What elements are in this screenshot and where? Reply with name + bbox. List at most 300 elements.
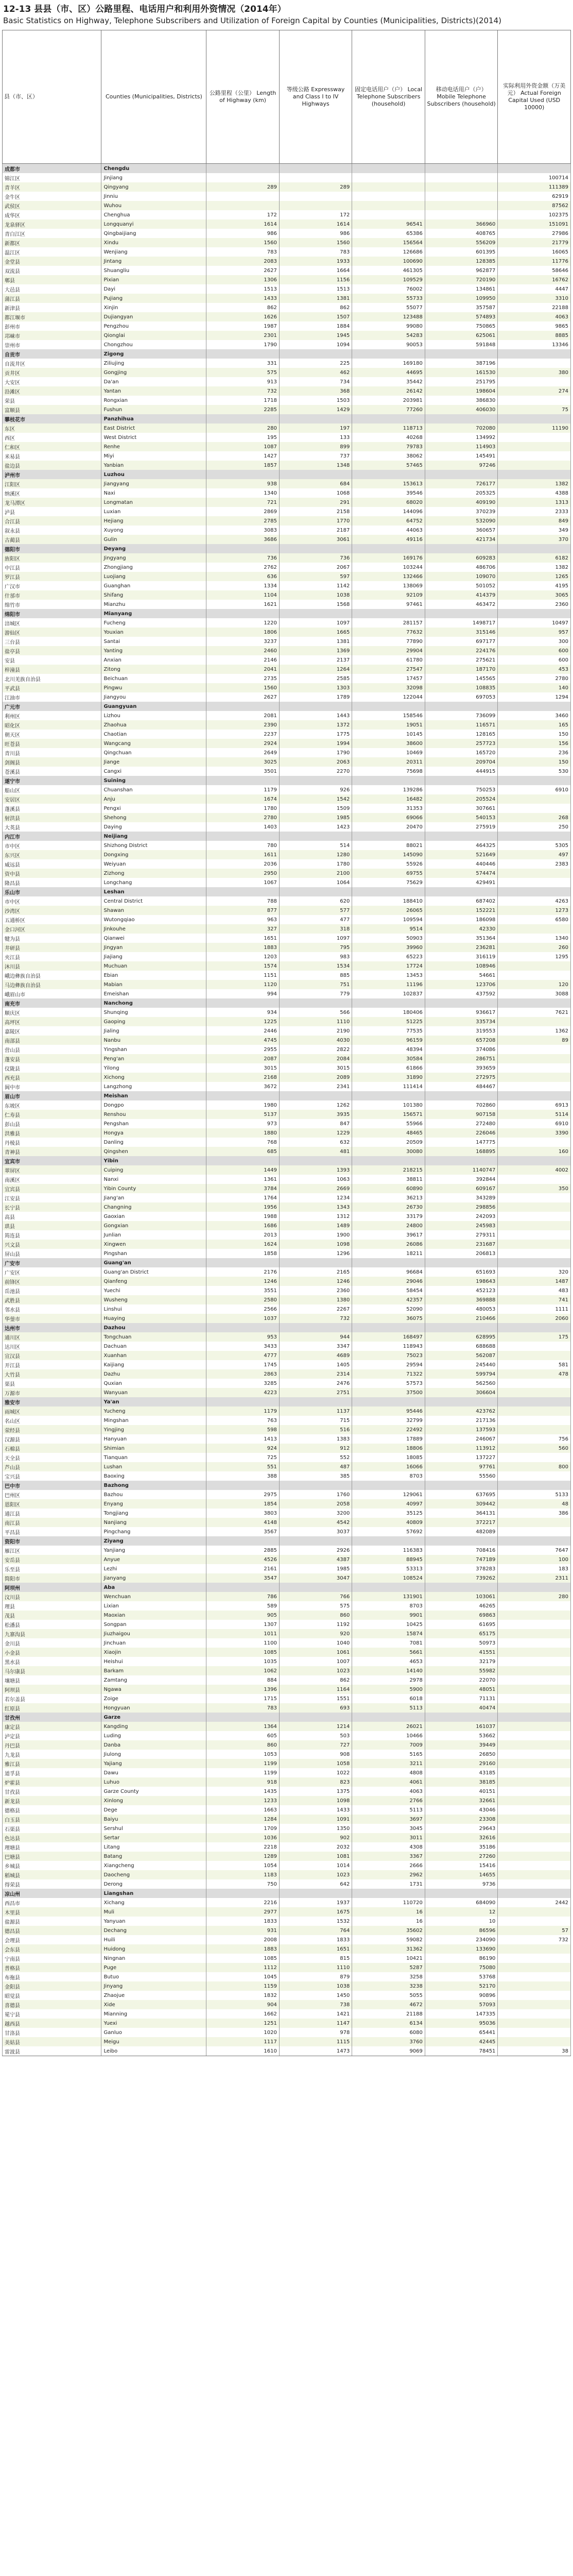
cell-highway-length (206, 1889, 280, 1898)
cell-foreign-capital: 140 (498, 683, 571, 692)
cell-graded-highway: 1164 (279, 1685, 352, 1694)
cell-foreign-capital (498, 1054, 571, 1063)
cell-county-cn: 射洪县 (3, 813, 101, 822)
cell-foreign-capital (498, 1620, 571, 1629)
cell-fixed-telephone: 59082 (352, 1935, 425, 1944)
table-row (3, 1388, 571, 1397)
cell-county-en: Baoxing (101, 1471, 206, 1481)
statistics-table (2, 30, 571, 2056)
cell-highway-length: 953 (206, 1332, 280, 1342)
cell-county-en: Youxian (101, 628, 206, 637)
cell-highway-length: 918 (206, 1777, 280, 1787)
cell-mobile-telephone: 369888 (425, 1295, 498, 1304)
cell-fixed-telephone: 10421 (352, 1954, 425, 1963)
cell-mobile-telephone: 464325 (425, 841, 498, 850)
cell-county-en: Zhaohua (101, 720, 206, 730)
cell-highway-length: 3015 (206, 1063, 280, 1073)
cell-county-en: Rongxian (101, 396, 206, 405)
cell-mobile-telephone: 134861 (425, 284, 498, 294)
table-row (3, 1787, 571, 1796)
cell-highway-length: 1832 (206, 1991, 280, 2000)
cell-highway-length: 1790 (206, 340, 280, 349)
cell-graded-highway: 1542 (279, 794, 352, 804)
cell-mobile-telephone: 482089 (425, 1527, 498, 1536)
cell-county-en: Ningnan (101, 1954, 206, 1963)
cell-highway-length (206, 201, 280, 210)
cell-foreign-capital: 150 (498, 730, 571, 739)
cell-foreign-capital (498, 1481, 571, 1490)
cell-graded-highway: 1348 (279, 461, 352, 470)
cell-foreign-capital (498, 1768, 571, 1777)
cell-highway-length: 2460 (206, 646, 280, 655)
table-row (3, 1304, 571, 1314)
cell-foreign-capital: 600 (498, 646, 571, 655)
cell-county-en: Jinniu (101, 192, 206, 201)
cell-foreign-capital (498, 1685, 571, 1694)
cell-highway-length: 994 (206, 989, 280, 998)
table-row (3, 1165, 571, 1175)
cell-county-en: Dongpo (101, 1100, 206, 1110)
cell-county-cn: 盐源县 (3, 1917, 101, 1926)
cell-highway-length: 1199 (206, 1759, 280, 1768)
cell-foreign-capital (498, 1388, 571, 1397)
cell-highway-length: 2735 (206, 674, 280, 683)
cell-county-cn: 马边彝族自治县 (3, 980, 101, 989)
cell-county-en: Leibo (101, 2046, 206, 2056)
cell-highway-length: 3551 (206, 1286, 280, 1295)
cell-county-en: Cuiping (101, 1165, 206, 1175)
cell-graded-highway: 1369 (279, 646, 352, 655)
cell-county-cn: 金口河区 (3, 924, 101, 934)
cell-fixed-telephone: 281157 (352, 618, 425, 628)
cell-highway-length (206, 1397, 280, 1406)
cell-county-cn: 雁江区 (3, 1546, 101, 1555)
cell-fixed-telephone (352, 776, 425, 785)
cell-highway-length: 721 (206, 498, 280, 507)
table-body (3, 164, 571, 2056)
cell-foreign-capital: 4263 (498, 896, 571, 906)
cell-fixed-telephone (352, 1156, 425, 1165)
cell-fixed-telephone: 109594 (352, 915, 425, 924)
cell-graded-highway: 1343 (279, 1202, 352, 1212)
cell-fixed-telephone: 4308 (352, 1842, 425, 1852)
cell-fixed-telephone: 4063 (352, 1787, 425, 1796)
cell-county-cn: 巴塘县 (3, 1852, 101, 1861)
table-row (3, 192, 571, 201)
cell-graded-highway: 823 (279, 1777, 352, 1787)
cell-mobile-telephone: 360657 (425, 526, 498, 535)
cell-fixed-telephone: 90053 (352, 340, 425, 349)
cell-mobile-telephone: 687402 (425, 896, 498, 906)
table-row (3, 386, 571, 396)
cell-mobile-telephone: 628995 (425, 1332, 498, 1342)
cell-county-cn: 自流井区 (3, 359, 101, 368)
cell-county-en: Luding (101, 1731, 206, 1740)
cell-mobile-telephone: 440446 (425, 859, 498, 869)
cell-county-en: Muli (101, 1907, 206, 1917)
cell-fixed-telephone: 55077 (352, 303, 425, 312)
cell-county-cn: 崇州市 (3, 340, 101, 349)
cell-fixed-telephone: 14140 (352, 1666, 425, 1675)
cell-fixed-telephone: 102837 (352, 989, 425, 998)
cell-mobile-telephone: 245983 (425, 1221, 498, 1230)
cell-mobile-telephone: 231687 (425, 1240, 498, 1249)
cell-mobile-telephone: 168895 (425, 1147, 498, 1156)
cell-foreign-capital: 2780 (498, 674, 571, 683)
cell-county-en: Danling (101, 1138, 206, 1147)
table-row (3, 646, 571, 655)
cell-mobile-telephone (425, 887, 498, 896)
table-row (3, 2046, 571, 2056)
cell-graded-highway (279, 832, 352, 841)
cell-highway-length: 636 (206, 572, 280, 581)
table-row-city (3, 1481, 571, 1490)
cell-graded-highway (279, 1091, 352, 1100)
cell-mobile-telephone: 32179 (425, 1657, 498, 1666)
table-row (3, 1499, 571, 1509)
table-row (3, 572, 571, 581)
cell-county-en: West District (101, 433, 206, 442)
cell-mobile-telephone: 421734 (425, 535, 498, 544)
cell-fixed-telephone: 48465 (352, 1128, 425, 1138)
cell-highway-length: 289 (206, 182, 280, 192)
cell-county-cn: 冕宁县 (3, 2009, 101, 2019)
table-row (3, 368, 571, 377)
cell-graded-highway: 2063 (279, 757, 352, 767)
cell-fixed-telephone (352, 887, 425, 896)
cell-graded-highway: 620 (279, 896, 352, 906)
cell-highway-length: 1980 (206, 1100, 280, 1110)
cell-highway-length (206, 776, 280, 785)
table-row-city (3, 1156, 571, 1165)
cell-fixed-telephone: 20509 (352, 1138, 425, 1147)
cell-mobile-telephone: 23308 (425, 1815, 498, 1824)
table-row (3, 257, 571, 266)
cell-foreign-capital (498, 1017, 571, 1026)
cell-highway-length: 1020 (206, 2028, 280, 2037)
cell-county-en: Shuangliu (101, 266, 206, 275)
cell-mobile-telephone: 480053 (425, 1304, 498, 1314)
cell-mobile-telephone: 65441 (425, 2028, 498, 2037)
cell-county-cn: 威远县 (3, 859, 101, 869)
cell-county-cn: 昭化区 (3, 720, 101, 730)
cell-county-cn: 广汉市 (3, 581, 101, 590)
cell-foreign-capital (498, 1629, 571, 1638)
table-row (3, 934, 571, 943)
cell-graded-highway: 862 (279, 303, 352, 312)
cell-fixed-telephone: 1731 (352, 1879, 425, 1889)
cell-fixed-telephone: 16 (352, 1907, 425, 1917)
cell-fixed-telephone: 2962 (352, 1870, 425, 1879)
cell-foreign-capital: 1382 (498, 479, 571, 488)
cell-graded-highway: 577 (279, 906, 352, 915)
cell-county-cn: 雨城区 (3, 1406, 101, 1416)
cell-mobile-telephone (425, 210, 498, 219)
cell-highway-length: 1780 (206, 804, 280, 813)
cell-county-cn: 平武县 (3, 683, 101, 692)
cell-county-en: Gaoxian (101, 1212, 206, 1221)
table-row (3, 1907, 571, 1917)
cell-highway-length: 1883 (206, 943, 280, 952)
cell-mobile-telephone: 128165 (425, 730, 498, 739)
cell-county-cn: 黑水县 (3, 1657, 101, 1666)
cell-county-en: Jiuzhaigou (101, 1629, 206, 1638)
cell-county-cn: 通江县 (3, 1509, 101, 1518)
cell-foreign-capital: 957 (498, 628, 571, 637)
cell-foreign-capital (498, 1175, 571, 1184)
cell-highway-length: 1614 (206, 219, 280, 229)
cell-county-cn: 峨眉山市 (3, 989, 101, 998)
cell-mobile-telephone (425, 1156, 498, 1165)
cell-graded-highway: 1507 (279, 312, 352, 321)
cell-graded-highway: 1780 (279, 859, 352, 869)
cell-fixed-telephone: 17724 (352, 961, 425, 971)
cell-foreign-capital (498, 1240, 571, 1249)
cell-highway-length: 2218 (206, 1842, 280, 1852)
cell-county-en: Beichuan (101, 674, 206, 683)
cell-highway-length: 2446 (206, 1026, 280, 1036)
cell-county-cn: 乐至县 (3, 1564, 101, 1573)
table-row (3, 1657, 571, 1666)
cell-graded-highway: 4030 (279, 1036, 352, 1045)
cell-county-en: Ganluo (101, 2028, 206, 2037)
cell-highway-length: 195 (206, 433, 280, 442)
cell-mobile-telephone: 133690 (425, 1944, 498, 1954)
table-row (3, 1036, 571, 1045)
cell-fixed-telephone: 69066 (352, 813, 425, 822)
cell-graded-highway: 1933 (279, 257, 352, 266)
cell-graded-highway: 1264 (279, 665, 352, 674)
table-row (3, 1212, 571, 1221)
cell-mobile-telephone: 10 (425, 1917, 498, 1926)
cell-county-cn: 通川区 (3, 1332, 101, 1342)
cell-mobile-telephone: 15416 (425, 1861, 498, 1870)
cell-fixed-telephone: 36075 (352, 1314, 425, 1323)
cell-fixed-telephone: 38811 (352, 1175, 425, 1184)
cell-county-en: Wenjiang (101, 247, 206, 257)
cell-fixed-telephone: 156564 (352, 238, 425, 247)
cell-foreign-capital (498, 1657, 571, 1666)
cell-mobile-telephone: 97246 (425, 461, 498, 470)
column-header-graded-highway: 等级公路 Expressway and Class I to IV Highways (279, 30, 352, 164)
cell-county-cn: 内江市 (3, 832, 101, 841)
cell-mobile-telephone: 198643 (425, 1277, 498, 1286)
cell-fixed-telephone: 7009 (352, 1740, 425, 1750)
cell-highway-length: 2975 (206, 1490, 280, 1499)
cell-graded-highway: 2137 (279, 655, 352, 665)
cell-foreign-capital (498, 804, 571, 813)
cell-fixed-telephone: 38600 (352, 739, 425, 748)
cell-county-en: Barkam (101, 1666, 206, 1675)
cell-highway-length: 2237 (206, 730, 280, 739)
cell-mobile-telephone: 65175 (425, 1629, 498, 1638)
table-row-city (3, 1258, 571, 1267)
cell-mobile-telephone: 463472 (425, 600, 498, 609)
cell-graded-highway: 1473 (279, 2046, 352, 2056)
cell-fixed-telephone: 26065 (352, 906, 425, 915)
cell-fixed-telephone: 33179 (352, 1212, 425, 1221)
cell-mobile-telephone: 32616 (425, 1833, 498, 1842)
cell-foreign-capital (498, 164, 571, 174)
table-row (3, 294, 571, 303)
cell-mobile-telephone: 702860 (425, 1100, 498, 1110)
cell-foreign-capital (498, 414, 571, 423)
cell-foreign-capital: 5114 (498, 1110, 571, 1119)
cell-county-cn: 稻城县 (3, 1870, 101, 1879)
cell-county-en: Yanjiang (101, 1546, 206, 1555)
cell-county-en: Jiang'an (101, 1193, 206, 1202)
cell-fixed-telephone: 96684 (352, 1267, 425, 1277)
cell-mobile-telephone: 137227 (425, 1453, 498, 1462)
cell-foreign-capital (498, 396, 571, 405)
cell-fixed-telephone: 26730 (352, 1202, 425, 1212)
cell-foreign-capital (498, 1193, 571, 1202)
column-header-mobile-telephone: 移动电话用户（户） Mobile Telephone Subscribers (household) (425, 30, 498, 164)
cell-foreign-capital: 2333 (498, 507, 571, 516)
cell-county-en: Yuexi (101, 2019, 206, 2028)
cell-fixed-telephone: 4061 (352, 1777, 425, 1787)
cell-county-en: Ziliujing (101, 359, 206, 368)
cell-fixed-telephone (352, 414, 425, 423)
cell-foreign-capital: 453 (498, 665, 571, 674)
cell-highway-length: 1806 (206, 628, 280, 637)
table-row (3, 516, 571, 526)
table-row (3, 980, 571, 989)
cell-mobile-telephone (425, 1323, 498, 1332)
cell-county-cn: 色达县 (3, 1833, 101, 1842)
cell-foreign-capital: 150 (498, 757, 571, 767)
cell-foreign-capital (498, 1954, 571, 1963)
cell-fixed-telephone: 5165 (352, 1750, 425, 1759)
cell-mobile-telephone: 750253 (425, 785, 498, 794)
table-row (3, 1342, 571, 1351)
table-row (3, 1017, 571, 1026)
cell-foreign-capital (498, 1722, 571, 1731)
cell-county-en: Renhe (101, 442, 206, 451)
cell-county-cn: 蒲江县 (3, 294, 101, 303)
cell-foreign-capital (498, 1824, 571, 1833)
cell-mobile-telephone: 315146 (425, 628, 498, 637)
table-row-city (3, 544, 571, 553)
table-row (3, 915, 571, 924)
cell-highway-length: 3025 (206, 757, 280, 767)
cell-foreign-capital (498, 1212, 571, 1221)
cell-highway-length: 2780 (206, 813, 280, 822)
cell-mobile-telephone: 697177 (425, 637, 498, 646)
cell-fixed-telephone: 26086 (352, 1240, 425, 1249)
cell-county-cn: 喜德县 (3, 2000, 101, 2009)
cell-highway-length: 1883 (206, 1944, 280, 1954)
cell-highway-length: 780 (206, 841, 280, 850)
cell-county-cn: 石棉县 (3, 1444, 101, 1453)
cell-graded-highway: 1110 (279, 1017, 352, 1026)
cell-fixed-telephone: 77890 (352, 637, 425, 646)
cell-foreign-capital (498, 1397, 571, 1406)
cell-fixed-telephone: 68020 (352, 498, 425, 507)
cell-mobile-telephone: 452123 (425, 1286, 498, 1295)
cell-graded-highway: 860 (279, 1611, 352, 1620)
table-row (3, 859, 571, 869)
cell-fixed-telephone: 100690 (352, 257, 425, 266)
cell-graded-highway: 575 (279, 1601, 352, 1611)
cell-county-en: Lushan (101, 1462, 206, 1471)
cell-foreign-capital (498, 2009, 571, 2019)
cell-fixed-telephone: 53313 (352, 1564, 425, 1573)
cell-fixed-telephone: 40997 (352, 1499, 425, 1509)
cell-highway-length: 1433 (206, 294, 280, 303)
cell-mobile-telephone: 14655 (425, 1870, 498, 1879)
cell-highway-length: 331 (206, 359, 280, 368)
cell-graded-highway: 1098 (279, 1240, 352, 1249)
cell-county-en: Kaijiang (101, 1360, 206, 1369)
cell-county-en: Zamtang (101, 1675, 206, 1685)
cell-fixed-telephone: 5113 (352, 1703, 425, 1713)
cell-highway-length (206, 1713, 280, 1722)
cell-foreign-capital: 120 (498, 980, 571, 989)
cell-graded-highway: 503 (279, 1731, 352, 1740)
cell-highway-length: 1745 (206, 1360, 280, 1369)
cell-county-en: Chaotian (101, 730, 206, 739)
cell-highway-length: 2168 (206, 1073, 280, 1082)
cell-graded-highway: 291 (279, 498, 352, 507)
cell-highway-length: 783 (206, 1703, 280, 1713)
table-row (3, 442, 571, 451)
cell-county-cn: 石渠县 (3, 1824, 101, 1833)
table-row (3, 1842, 571, 1852)
cell-county-en: Dazhu (101, 1369, 206, 1379)
cell-highway-length: 2013 (206, 1230, 280, 1240)
cell-highway-length: 327 (206, 924, 280, 934)
cell-highway-length: 1662 (206, 2009, 280, 2019)
cell-county-cn: 安居区 (3, 794, 101, 804)
cell-highway-length: 1306 (206, 275, 280, 284)
cell-foreign-capital: 6580 (498, 915, 571, 924)
cell-county-en: Mabian (101, 980, 206, 989)
cell-foreign-capital (498, 887, 571, 896)
cell-highway-length: 1085 (206, 1648, 280, 1657)
table-row (3, 961, 571, 971)
cell-graded-highway: 1380 (279, 1295, 352, 1304)
cell-fixed-telephone: 10469 (352, 748, 425, 757)
cell-county-cn: 犍为县 (3, 934, 101, 943)
cell-fixed-telephone (352, 1583, 425, 1592)
cell-foreign-capital (498, 702, 571, 711)
cell-fixed-telephone: 103244 (352, 563, 425, 572)
cell-graded-highway: 2341 (279, 1082, 352, 1091)
cell-graded-highway: 597 (279, 572, 352, 581)
table-row (3, 1444, 571, 1453)
cell-county-cn: 小金县 (3, 1648, 101, 1657)
cell-graded-highway: 1433 (279, 1805, 352, 1815)
table-row (3, 1110, 571, 1119)
cell-fixed-telephone: 123488 (352, 312, 425, 321)
cell-graded-highway (279, 349, 352, 359)
cell-county-en: Jiulong (101, 1750, 206, 1759)
table-row (3, 526, 571, 535)
cell-foreign-capital: 280 (498, 1592, 571, 1601)
cell-county-cn: 长宁县 (3, 1202, 101, 1212)
cell-county-cn: 合江县 (3, 516, 101, 526)
cell-mobile-telephone: 298856 (425, 1202, 498, 1212)
cell-mobile-telephone: 444915 (425, 767, 498, 776)
cell-highway-length: 963 (206, 915, 280, 924)
cell-mobile-telephone: 206813 (425, 1249, 498, 1258)
cell-county-en: Yanyuan (101, 1917, 206, 1926)
cell-foreign-capital: 16762 (498, 275, 571, 284)
cell-mobile-telephone: 128385 (425, 257, 498, 266)
cell-foreign-capital (498, 1379, 571, 1388)
cell-graded-highway: 1994 (279, 739, 352, 748)
